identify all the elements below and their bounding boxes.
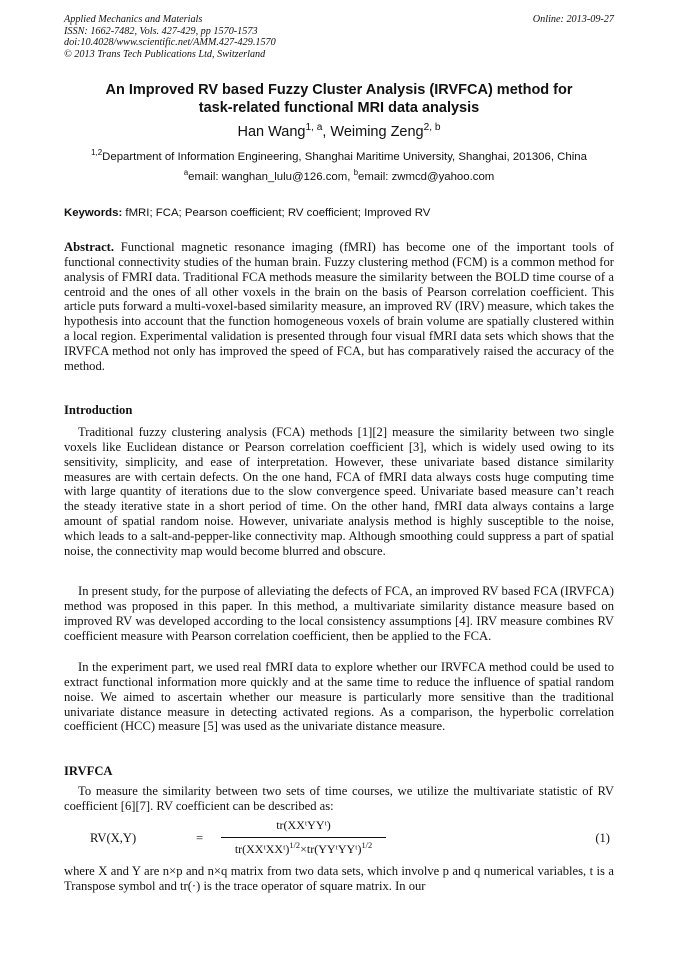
email-b: email: zwmcd@yahoo.com [358, 171, 495, 183]
author-superscript: 2, b [423, 122, 441, 134]
affiliation-superscript: 1,2 [91, 148, 103, 158]
issn-line: ISSN: 1662-7482, Vols. 427-429, pp 1570-1573 [64, 25, 258, 37]
journal-name: Applied Mechanics and Materials [64, 14, 203, 25]
affiliation [64, 148, 614, 163]
title-line-2: task-related functional MRI data analysis [198, 99, 480, 116]
copyright-line: © 2013 Trans Tech Publications Ltd, Switzerland [64, 48, 266, 60]
times-symbol: × [300, 842, 307, 856]
abstract-label: Abstract. [64, 240, 115, 254]
author-name: Weiming Zeng [330, 124, 424, 140]
header-info [64, 14, 276, 60]
intro-paragraph-3 [64, 660, 614, 734]
equation-equals: = [196, 831, 204, 845]
abstract-text: Functional magnetic resonance imaging (fMRI) has become one of the important tools of functional connectivity studies of the human brain. Fuzzy clustering method (FCM) is a common method for analysis of FMRI data. Traditional FCA methods measure the similarity between the BOLD time course of a centroid and the ones of all other voxels in the brain on the basis of Pearson correlation coefficient. This article puts forward a multi-voxel-based similarity measure, an improved RV (IRV) measure, which takes the hypothesis into account that the function homogeneous voxels of brain volume are spatially clustered within a local region. Experimental validation is presented through four visual fMRI data sets which shows that the IRVFCA method not only has improved the speed of FCA, but has comparatively raised the accuracy of the method. [64, 240, 614, 373]
equation-denominator [221, 840, 386, 858]
irvfca-heading: IRVFCA [64, 764, 113, 778]
author-separator: , [322, 124, 331, 140]
equation-1 [64, 816, 614, 860]
fraction-bar [221, 837, 386, 838]
equation-lhs: RV(X,Y) [90, 831, 137, 845]
title-line-1: An Improved RV based Fuzzy Cluster Analysis (IRVFCA) method for [105, 82, 573, 98]
denominator-exponent: 1/2 [361, 841, 373, 850]
keywords-label: Keywords: [64, 207, 123, 219]
equation-number: (1) [595, 831, 610, 845]
introduction-heading: Introduction [64, 403, 133, 417]
irvfca-paragraph-1-text: To measure the similarity between two sets of time courses, we utilize the multivariate statistic of RV coefficient [6][7]. RV coefficient can be described as: [64, 784, 614, 813]
irvfca-paragraph-1 [64, 784, 614, 814]
email-superscript: a [183, 168, 189, 178]
denominator-exponent: 1/2 [289, 841, 301, 850]
abstract [64, 240, 614, 374]
denominator-term-x: tr(XXᵗXXᵗ) [234, 842, 290, 856]
author-emails [64, 168, 614, 183]
denominator-term-y: tr(YYᵗYYᵗ) [306, 842, 362, 856]
author-list [50, 124, 628, 140]
irvfca-paragraph-2 [64, 864, 614, 894]
author-superscript: 1, a [305, 122, 323, 134]
keywords [64, 207, 614, 219]
intro-paragraph-1-text: Traditional fuzzy clustering analysis (FCA) methods [1][2] measure the similarity between two single voxels like Euclidean distance or Pearson correlation coefficient [3], which is widely used owing to its sensitivity, simplicity, and ease of interpretation. However, these univariate based distance similarity measures are with certain defects. On the one hand, FCA of fMRI data always costs huge computing time with large quantity of iterations due to the slow convergence speed. Univariate based measure can’t reach the steady iterative state in a short period of time. On the other hand, fMRI data always contains a large amount of spatial random noise. However, univariate analysis method is highly susceptible to the noise, which leads to a salt-and-pepper-like connectivity map. Although smoothing could suppress a part of spatial noise, the connectivity map would become blurred and obscure. [64, 425, 614, 558]
intro-paragraph-1 [64, 425, 614, 559]
keywords-text: fMRI; FCA; Pearson coefficient; RV coefficient; Improved RV [122, 207, 431, 219]
irvfca-paragraph-2-text: where X and Y are n×p and n×q matrix from two data sets, which involve p and q numerical variables, t is a Transpose symbol and tr(·) is the trace operator of square matrix. In our [64, 864, 614, 893]
equation-numerator: tr(XXᵗYYᵗ) [276, 818, 331, 832]
author-name: Han Wang [237, 124, 306, 140]
doi-line: doi:10.4028/www.scientific.net/AMM.427-429.1570 [64, 37, 276, 49]
affiliation-text: Department of Information Engineering, Shanghai Maritime University, Shanghai, 201306, China [102, 151, 587, 163]
intro-paragraph-2 [64, 584, 614, 643]
email-superscript: b [353, 168, 359, 178]
equation-fraction [221, 816, 386, 858]
paper-title [50, 82, 628, 117]
intro-paragraph-2-text: In present study, for the purpose of alleviating the defects of FCA, an improved RV based FCA (IRVFCA) method was proposed in this paper. In this method, a multivariate similarity distance measure based on improved RV was developed according to the local consistency assumptions [4]. IRV measure combines RV coefficient measure with Pearson correlation coefficient, then be applied to the FCA. [64, 584, 614, 643]
email-a: email: wanghan_lulu@126.com, [188, 171, 354, 183]
intro-paragraph-3-text: In the experiment part, we used real fMRI data to explore whether our IRVFCA method could be used to extract functional information more quickly and at the same time to reduce the influence of spatial random noise. We aimed to ascertain whether our measure is particularly more sensitive than the traditional univariate distance measure in detecting activated regions. As a comparison, the hyperbolic correlation coefficient (HCC) measure [5] was used as the univariate distance measure. [64, 660, 614, 734]
online-date: Online: 2013-09-27 [532, 14, 614, 25]
